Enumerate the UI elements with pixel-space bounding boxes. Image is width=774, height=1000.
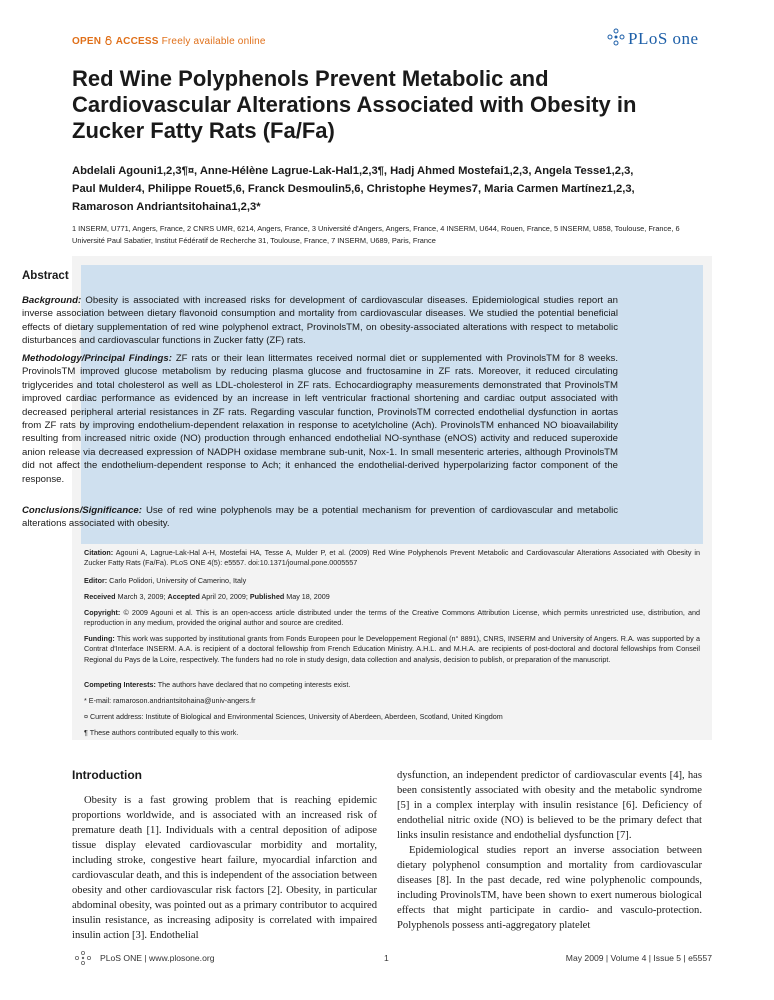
article-title: Red Wine Polyphenols Prevent Metabolic and Cardiovascular Alterations Associated with Obesity in Zucker Fatty Rats (Fa/Fa) [72, 66, 637, 143]
competing-text: The authors have declared that no competing interests exist. [157, 680, 351, 689]
author-list [72, 162, 712, 216]
plos-one-logo[interactable] [606, 27, 706, 51]
affiliations: 1 INSERM, U771, Angers, France, 2 CNRS UMR, 6214, Angers, France, 3 Université d'Angers, Angers, France, 4 INSERM, U644, Rouen, France, 5 INSERM, U858, Toulouse, France, 6 Université Paul Sabatier, Institut Fédératif de Recherche 31, Toulouse, France, 7 INSERM, U689, Paris, France [72, 224, 680, 245]
abstract-background [22, 294, 618, 348]
footer-page-number: 1 [384, 953, 389, 963]
competing-label: Competing Interests: [84, 680, 156, 689]
freely-available-label: Freely available online [161, 36, 266, 47]
methods-label: Methodology/Principal Findings: [22, 353, 172, 364]
plos-word: PLoS [628, 29, 668, 48]
footer-journal[interactable]: PLoS ONE | www.plosone.org [100, 953, 215, 963]
author-line-3: Ramaroson Andriantsitohaina1,2,3* [72, 201, 261, 213]
citation-block [84, 548, 700, 569]
published-date: May 18, 2009 [286, 592, 330, 601]
author-line-2: Paul Mulder4, Philippe Rouet5,6, Franck Desmoulin5,6, Christophe Heymes7, Maria Carmen Martínez1,2,3, [72, 183, 635, 195]
plos-logo-icon [606, 27, 626, 49]
email-line[interactable]: * E-mail: ramaroson.andriantsitohaina@univ-angers.fr [84, 696, 256, 705]
citation-label: Citation: [84, 548, 114, 557]
received-label: Received [84, 592, 116, 601]
funding-text: This work was supported by institutional grants from Fonds Europeen pour le Developpement Regional (n° 8891), CNRS, INSERM and University of Angers. R.A. was supported by a Contrat d'Interface INSERM. A.A. is recipient of a doctoral fellowship from French Education Ministry. A.H.L. and M.H.A. are recipients of post-doctoral and doctoral fellowships from Conseil Regional du Pays de la Loire, respectively. The funders had no role in study design, data collection and analysis, decision to publish, or preparation of the manuscript. [84, 634, 700, 664]
page-footer [72, 950, 712, 966]
body-left-column [72, 768, 377, 943]
editor-text: Carlo Polidori, University of Camerino, Italy [109, 576, 247, 585]
intro-paragraph-3: Epidemiological studies report an inverse association between dietary polyphenol consumption and mortality from cardiovascular diseases [8]. In the past decade, red wine polyphenolic compounds, including ProvinolsTM, have been shown to exert numerous biological effects that might participate in cardio- and vasculo-protection. Polyphenols possess anti-aggregatory platelet [397, 845, 702, 931]
published-label: Published [249, 592, 285, 601]
accepted-label: Accepted [167, 592, 200, 601]
author-line-1: Abdelali Agouni1,2,3¶¤, Anne-Hélène Lagrue-Lak-Hal1,2,3¶, Hadj Ahmed Mostefai1,2,3, Angela Tesse1,2,3, [72, 165, 634, 177]
competing-interests-block [84, 680, 700, 690]
editor-label: Editor: [84, 576, 108, 585]
copyright-block [84, 608, 700, 629]
funding-label: Funding: [84, 634, 115, 643]
access-label: ACCESS [115, 36, 159, 47]
open-access-lock-icon [105, 36, 112, 45]
copyright-text: © 2009 Agouni et al. This is an open-access article distributed under the terms of the Creative Commons Attribution License, which permits unrestricted use, distribution, and reproduction in any medium, provided the original author and source are credited. [84, 608, 700, 628]
conclusions-label: Conclusions/Significance: [22, 505, 142, 516]
intro-paragraph-2: dysfunction, an independent predictor of cardiovascular events [4], has been consistently associated with obesity and the metabolic syndrome [5] in a complex interplay with insulin resistance [6]. Deficiency of endothelial nitric oxide (NO) is believed to be the primary defect that links insulin resistance and endothelial dysfunction [7]. [397, 770, 702, 841]
abstract-heading: Abstract [22, 270, 69, 282]
conclusions-text: Use of red wine polyphenols may be a potential mechanism for prevention of cardiovascular and metabolic alterations associated with obesity. [22, 505, 619, 530]
introduction-heading: Introduction [72, 768, 142, 782]
equal-contribution-line: ¶ These authors contributed equally to this work. [84, 728, 239, 737]
one-word: one [672, 29, 699, 48]
methods-text: ZF rats or their lean littermates received normal diet or supplemented with ProvinolsTM for 8 weeks. ProvinolsTM improved glucose metabolism by reducing plasma glucose and fructosamine in ZF rats. Moreover, it reduced circulating triglycerides and total cholesterol as well as LDL-cholesterol in ZF rats. Echocardiography measurements demonstrated that ProvinolsTM improved cardiac performance as evidenced by an increase in left ventricular fractional shortening and cardiac output associated with decreased peripheral arterial resistances in ZF rats. Regarding vascular function, ProvinolsTM corrected endothelial dysfunction in aortas from ZF rats by improving endothelium-dependent relaxation in response to acetylcholine (Ach). ProvinolsTM enhanced NO bioavailability resulting from increased nitric oxide (NO) production through enhanced endothelial NO-synthase (eNOS) activity and reduced superoxide anion release via decreased expression of NADPH oxidase membrane sub-unit, Nox-1. In small mesenteric arteries, although ProvinolsTM did not affect the endothelium-dependent response to Ach; it enhanced the endothelial-derived hyperpolarizing factor component of the response. [22, 353, 618, 485]
background-label: Background: [22, 295, 82, 306]
abstract-conclusions [22, 504, 618, 531]
intro-paragraph-1: Obesity is a fast growing problem that is reaching epidemic proportions worldwide, and is associated with an increased risk of premature death [1]. Individuals with a central deposition of adipose tissue display elevated cardiovascular morbidity and mortality, including stroke, congestive heart failure, myocardial infarction and cardiovascular death, and this is independent of the association between obesity and other cardiovascular risk factors [2]. Obesity, in particular abdominal obesity, was pointed out as a primary contributor to acquired insulin resistance, as increasing adiposity is correlated with impaired insulin action [3]. Endothelial [72, 795, 377, 941]
open-access-banner [72, 36, 266, 47]
background-text: Obesity is associated with increased risks for development of cardiovascular diseases. Epidemiological studies report an inverse association between dietary flavonoid consumption and mortality from cardiovascular diseases. We studied the potential beneficial effects of dietary supplementation of red wine polyphenol extract, ProvinolsTM, on obesity-associated alterations with respect to metabolic disturbances and cardiovascular functions in Zucker fatty (ZF) rats. [22, 295, 618, 347]
dates-block [84, 592, 700, 602]
accepted-date: April 20, 2009; [201, 592, 248, 601]
plos-footer-logo-icon [72, 950, 94, 966]
open-label: OPEN [72, 36, 102, 47]
footer-issue: May 2009 | Volume 4 | Issue 5 | e5557 [565, 953, 712, 963]
citation-text: Agouni A, Lagrue-Lak-Hal A-H, Mostefai HA, Tesse A, Mulder P, et al. (2009) Red Wine Polyphenols Prevent Metabolic and Cardiovascular Alterations Associated with Obesity in Zucker Fatty Rats (Fa/Fa). PLoS ONE 4(5): e5557. doi:10.1371/journal.pone.0005557 [84, 548, 700, 568]
abstract-methods [22, 352, 618, 486]
current-address-line: ¤ Current address: Institute of Biological and Environmental Sciences, University of Aberdeen, Aberdeen, Scotland, United Kingdom [84, 712, 503, 721]
funding-block [84, 634, 700, 665]
received-date: March 3, 2009; [117, 592, 166, 601]
editor-block [84, 576, 700, 586]
body-right-column [397, 768, 702, 933]
copyright-label: Copyright: [84, 608, 121, 617]
